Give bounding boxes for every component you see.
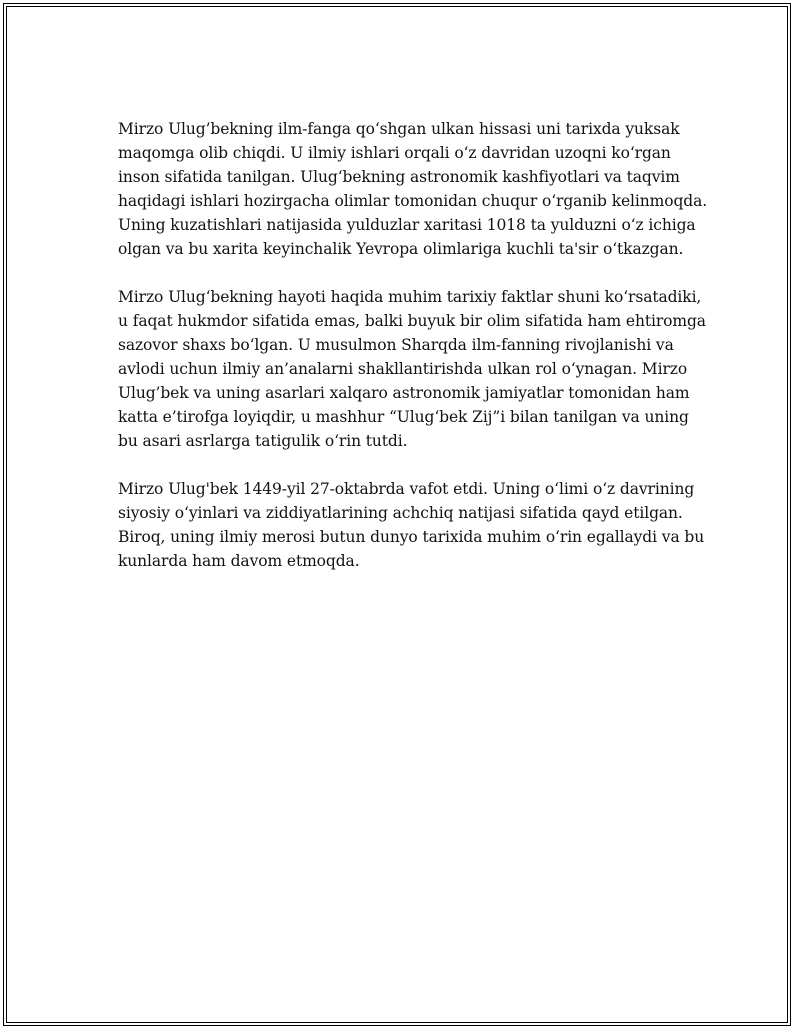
text-line: avlodi uchun ilmiy an’analarni shakllantirishda ulkan rol o‘ynagan. Mirzo	[118, 360, 688, 378]
text-line: katta e’tirofga loyiqdir, u mashhur “Ulug‘bek Zij”i bilan tanilgan va uning	[118, 408, 689, 426]
text-line: olgan va bu xarita keyinchalik Yevropa olimlariga kuchli ta'sir o‘tkazgan.	[118, 240, 684, 258]
text-line: haqidagi ishlari hozirgacha olimlar tomonidan chuqur o‘rganib kelinmoqda.	[118, 192, 708, 210]
text-line: Ulug’bek va uning asarlari xalqaro astronomik jamiyatlar tomonidan ham	[118, 384, 690, 402]
paragraph-1	[118, 117, 708, 261]
text-line: maqomga olib chiqdi. U ilmiy ishlari orqali o‘z davridan uzoqni ko‘rgan	[118, 144, 671, 162]
paragraph-3	[118, 477, 705, 573]
paragraph-2	[118, 285, 706, 453]
text-line: u faqat hukmdor sifatida emas, balki buyuk bir olim sifatida ham ehtiromga	[118, 312, 706, 330]
text-line: kunlarda ham davom etmoqda.	[118, 552, 360, 570]
text-line: Mirzo Ulug‘bekning hayoti haqida muhim tarixiy faktlar shuni ko‘rsatadiki,	[118, 288, 702, 306]
document-body	[118, 117, 708, 597]
text-line: Biroq, uning ilmiy merosi butun dunyo tarixida muhim o‘rin egallaydi va bu	[118, 528, 705, 546]
text-line: Uning kuzatishlari natijasida yulduzlar xaritasi 1018 ta yulduzni o‘z ichiga	[118, 216, 696, 234]
text-line: inson sifatida tanilgan. Ulug‘bekning astronomik kashfiyotlari va taqvim	[118, 168, 680, 186]
text-line: sazovor shaxs bo‘lgan. U musulmon Sharqda ilm-fanning rivojlanishi va	[118, 336, 674, 354]
text-line: Mirzo Ulug'bek 1449-yil 27-oktabrda vafot etdi. Uning o‘limi o‘z davrining	[118, 480, 695, 498]
text-line: Mirzo Ulug’bekning ilm-fanga qo‘shgan ulkan hissasi uni tarixda yuksak	[118, 120, 680, 138]
text-line: bu asari asrlarga tatigulik o‘rin tutdi.	[118, 432, 408, 450]
text-line: siyosiy o‘yinlari va ziddiyatlarining achchiq natijasi sifatida qayd etilgan.	[118, 504, 683, 522]
